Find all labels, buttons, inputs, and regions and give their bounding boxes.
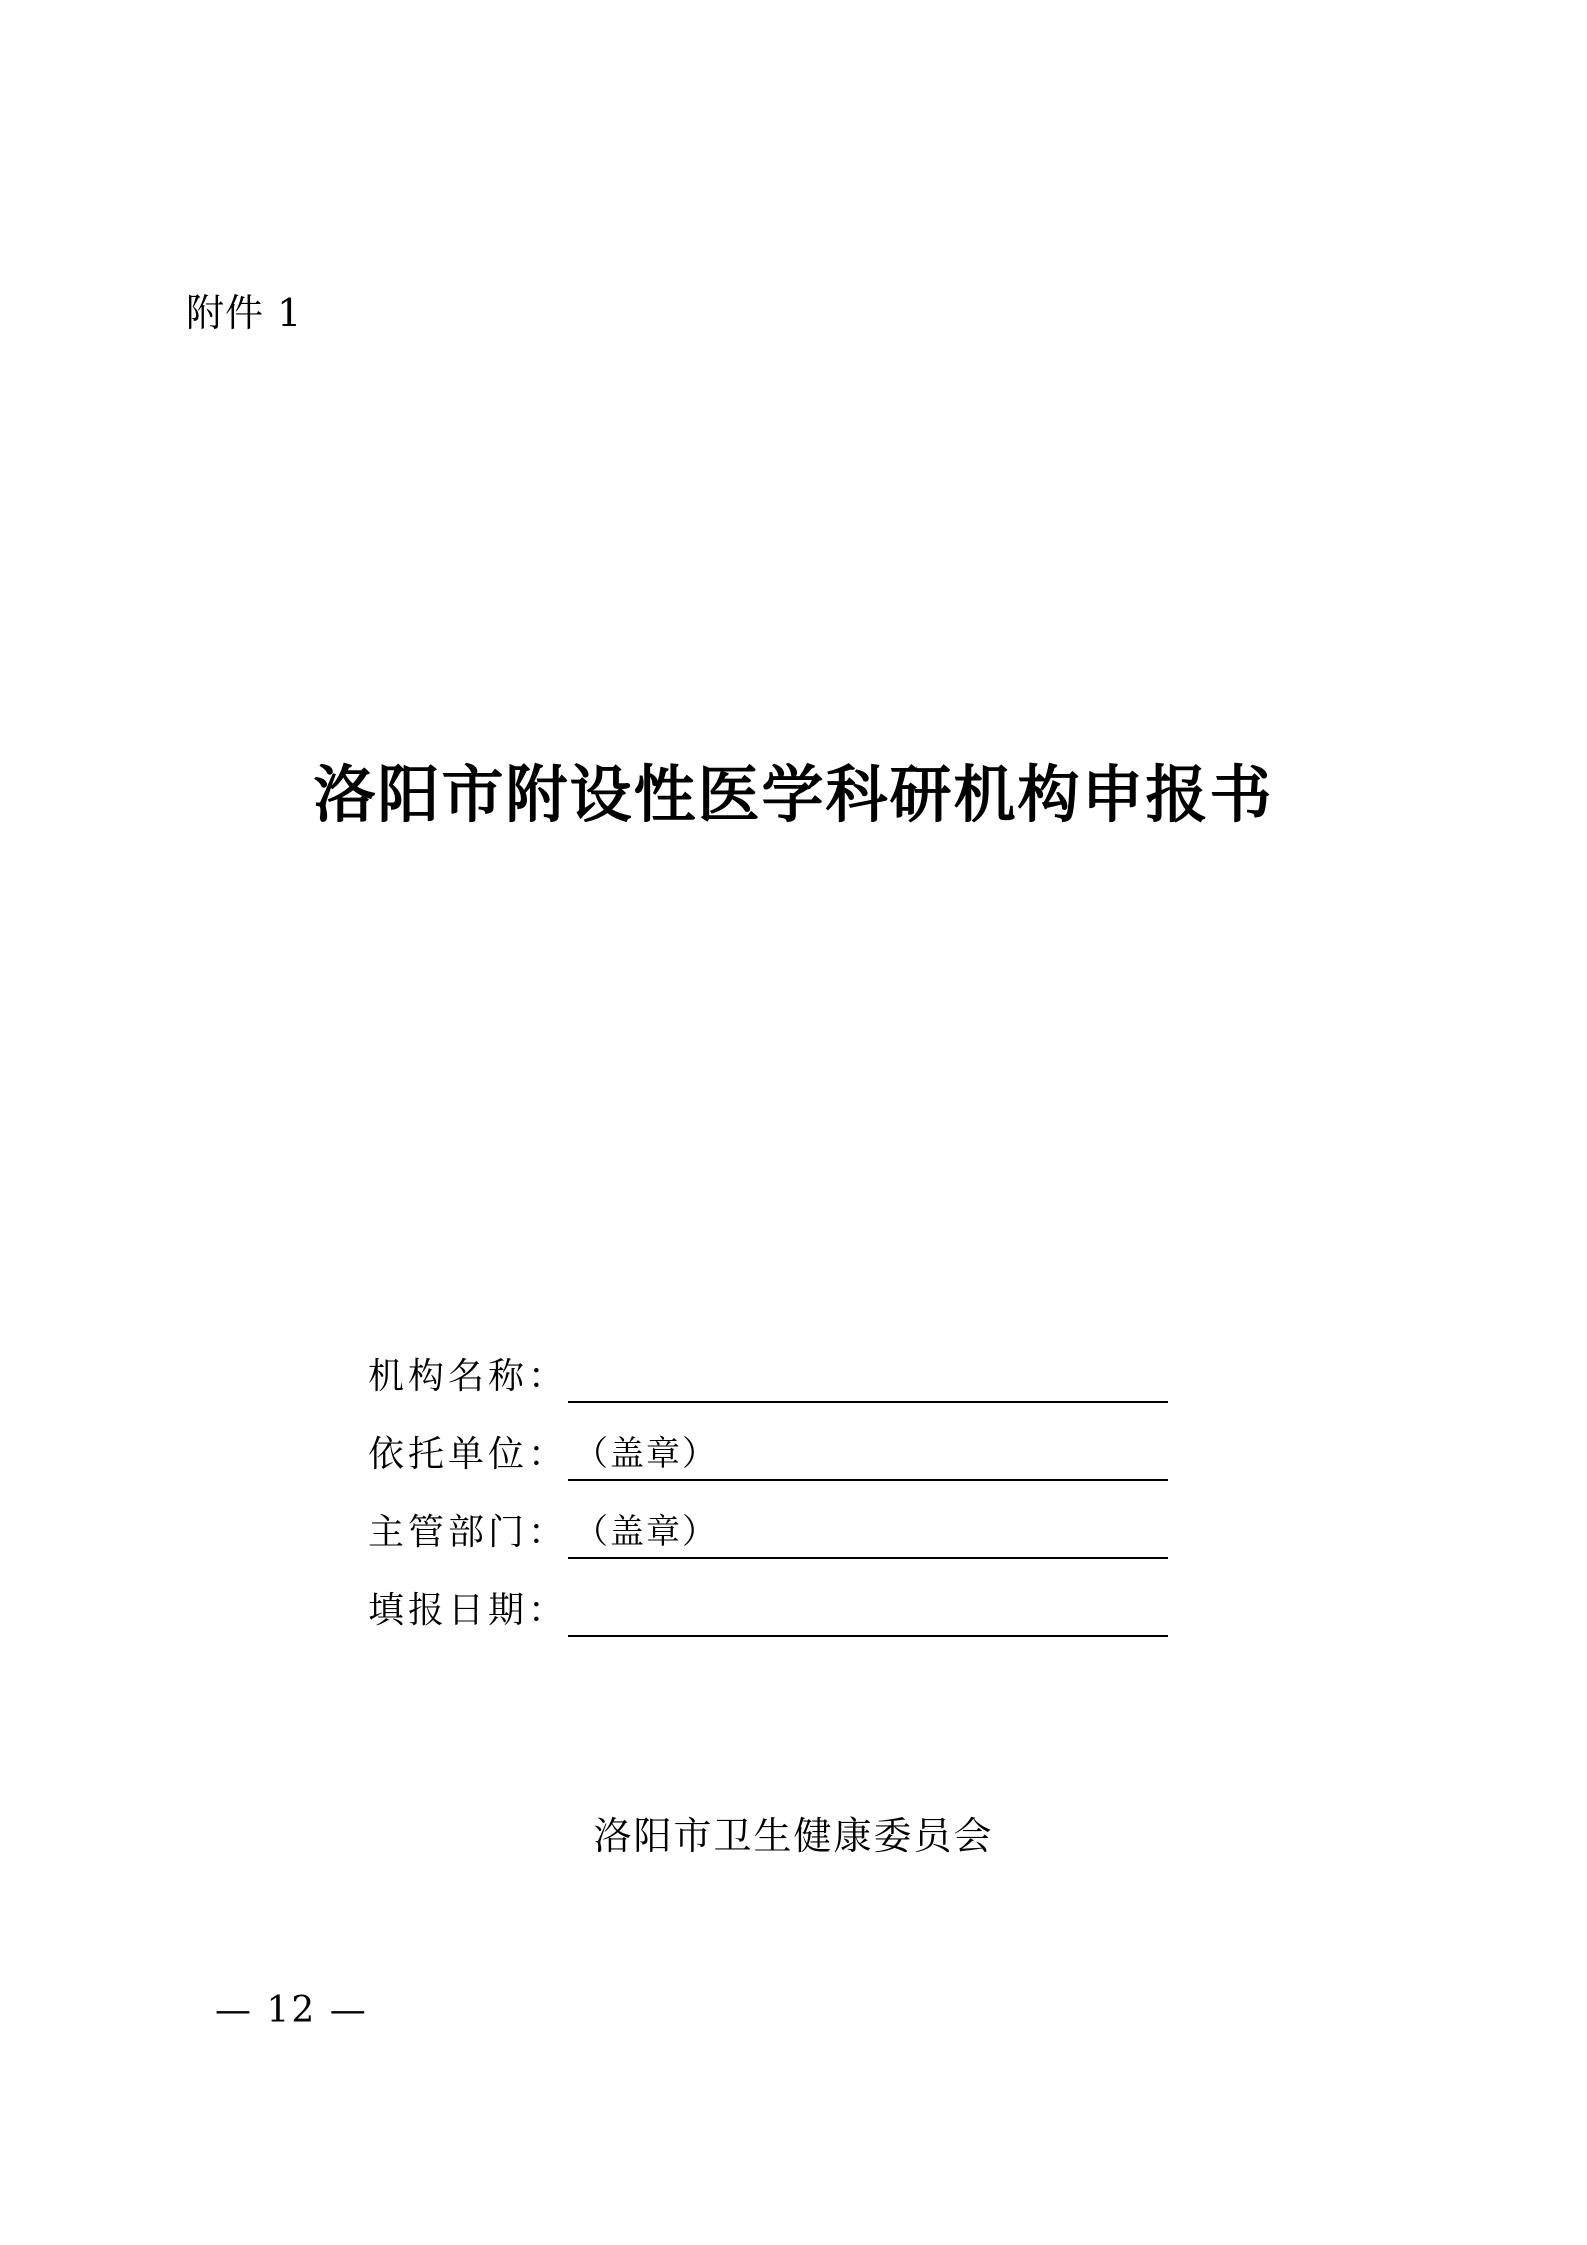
governing-department-label: 主管部门：: [368, 1512, 569, 1554]
fill-date-input[interactable]: [568, 1593, 1168, 1637]
form-row-governing-department: [368, 1481, 1168, 1559]
institution-name-label: 机构名称：: [368, 1356, 569, 1398]
page-number: — 12 —: [215, 1990, 368, 2031]
supporting-unit-label: 依托单位：: [368, 1434, 569, 1476]
fill-date-label: 填报日期：: [368, 1590, 569, 1632]
form-fields: [368, 1325, 1168, 1637]
issuing-authority: 洛阳市卫生健康委员会: [593, 1814, 994, 1858]
supporting-unit-input[interactable]: （盖章）: [568, 1436, 1168, 1481]
attachment-label: 附件 1: [186, 291, 303, 335]
page-title: 洛阳市附设性医学科研机构申报书: [313, 758, 1274, 831]
form-row-institution-name: [368, 1325, 1168, 1403]
form-row-supporting-unit: [368, 1403, 1168, 1481]
governing-department-input[interactable]: （盖章）: [568, 1514, 1168, 1559]
institution-name-input[interactable]: [568, 1359, 1168, 1403]
form-row-fill-date: [368, 1559, 1168, 1637]
